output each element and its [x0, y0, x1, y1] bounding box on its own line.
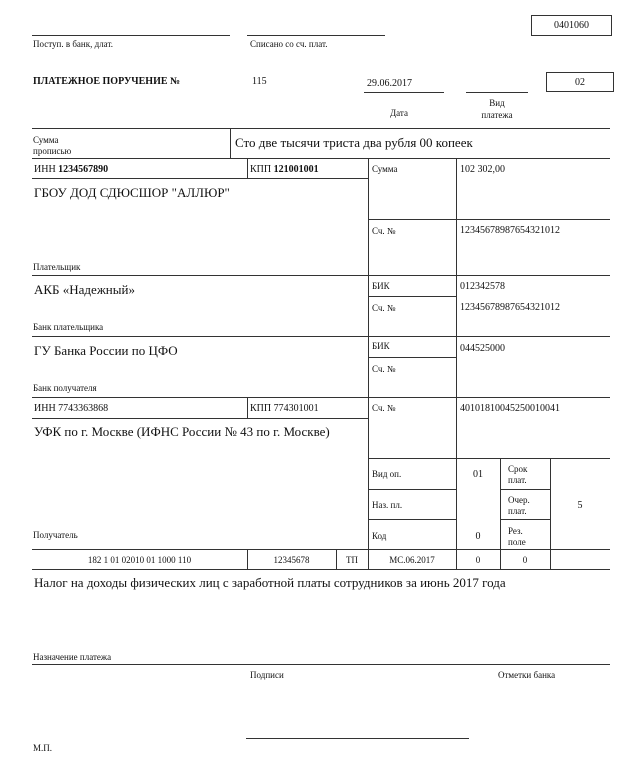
- purpose-bottom-line: [32, 664, 610, 665]
- form-title: ПЛАТЕЖНОЕ ПОРУЧЕНИЕ №: [33, 76, 181, 87]
- payment-purpose-label: Назначение платежа: [33, 652, 112, 662]
- payer-kpp-label: КПП: [250, 164, 272, 175]
- code-value: 0: [475, 531, 481, 542]
- col-payee-kpp-divider: [247, 397, 248, 418]
- payee-kpp-value: 774301001: [273, 403, 319, 414]
- bank-marks-label: Отметки банка: [498, 670, 556, 680]
- payee-bank-bik-value: 044525000: [460, 343, 505, 354]
- payee-kpp-label: КПП: [250, 403, 272, 414]
- date-line: [364, 92, 444, 93]
- payee-label: Получатель: [33, 530, 78, 540]
- received-line: [32, 35, 230, 36]
- stamp-label: М.П.: [33, 743, 53, 753]
- payer-bank-account-value: 12345678987654321012: [460, 302, 560, 313]
- col-op-divider: [500, 458, 501, 569]
- payee-inn-label: ИНН: [34, 403, 56, 414]
- op-type-label: Вид оп.: [372, 469, 402, 479]
- payer-bank-name: АКБ «Надежный»: [34, 282, 135, 297]
- payment-type-line: [466, 92, 528, 93]
- debited-line: [247, 35, 385, 36]
- payee-bank-bik-label: БИК: [372, 341, 390, 351]
- order-value: 5: [577, 500, 583, 511]
- payment-number: 115: [252, 76, 267, 87]
- payee-kpp: [250, 404, 319, 414]
- op-type-value: 01: [473, 469, 483, 480]
- row-line-bank-bik: [368, 296, 456, 297]
- amount-words-value: Сто две тысячи триста два рубля 00 копеек: [235, 135, 473, 150]
- col-tax-4: [550, 549, 551, 569]
- payer-bank-bik-label: БИК: [372, 281, 390, 291]
- payer-amount-value: 102 302,00: [460, 164, 505, 175]
- row-line-amount-bottom: [368, 219, 610, 220]
- row-line-tax-top: [32, 549, 610, 550]
- row-line-payee-bank-bottom: [32, 397, 610, 398]
- form-code: 0401060: [554, 20, 589, 31]
- order-label: Очер. плат.: [508, 495, 530, 516]
- payment-type-label: Вид платежа: [481, 98, 513, 120]
- payer-inn: [34, 165, 108, 175]
- tax-kbk: 182 1 01 02010 01 1000 110: [87, 555, 192, 565]
- row-line-op-mid2: [368, 519, 456, 520]
- term-label: Срок плат.: [508, 464, 528, 485]
- payee-inn-value: 7743363868: [58, 403, 109, 414]
- payee-bank-label: Банк получателя: [33, 383, 97, 393]
- code-label: Код: [372, 531, 387, 541]
- payee-inn: [34, 404, 108, 414]
- payment-purpose-text: Налог на доходы физических лиц с заработной платы сотрудников за июнь 2017 года: [34, 575, 506, 590]
- signatures-label: Подписи: [250, 670, 284, 680]
- row-line-payer-top: [32, 158, 610, 159]
- payee-account-label: Сч. №: [372, 403, 396, 413]
- date-label: Дата: [390, 108, 408, 118]
- row-line-payer-bottom: [32, 275, 610, 276]
- row-line-tax-bottom: [32, 569, 610, 570]
- amount-words-divider: [230, 128, 231, 158]
- amount-words-top-line: [32, 128, 610, 129]
- status-code: 02: [575, 77, 585, 88]
- tax-period: МС.06.2017: [389, 555, 435, 565]
- tax-oktmo: 12345678: [273, 555, 310, 565]
- payment-date: 29.06.2017: [367, 78, 412, 89]
- payee-bank-name: ГУ Банка России по ЦФО: [34, 343, 178, 358]
- payer-account-value: 12345678987654321012: [460, 225, 560, 236]
- row-line-op-mid1: [368, 489, 456, 490]
- row-line-order: [500, 519, 550, 520]
- payer-bank-label: Банк плательщика: [33, 322, 104, 332]
- payer-bank-account-label: Сч. №: [372, 303, 396, 313]
- col-value-divider: [456, 158, 457, 569]
- purpose-pl-label: Наз. пл.: [372, 500, 403, 510]
- amount-words-label: Сумма прописью: [33, 135, 72, 156]
- payer-inn-label: ИНН: [34, 164, 56, 175]
- row-line-payer-inn: [32, 178, 368, 179]
- row-line-op-top: [368, 458, 610, 459]
- payer-inn-value: 1234567890: [58, 164, 109, 175]
- payer-account-label: Сч. №: [372, 226, 396, 236]
- received-label: Поступ. в банк, длат.: [33, 39, 113, 49]
- col-main-divider: [368, 158, 369, 569]
- col-kpp-divider: [247, 158, 248, 178]
- row-line-payee-inn: [32, 418, 368, 419]
- res-label: Рез. поле: [508, 526, 526, 547]
- debited-label: Списано со сч. плат.: [250, 39, 328, 49]
- payer-amount-label: Сумма: [372, 164, 398, 174]
- tax-doc-date: 0: [522, 555, 528, 565]
- tax-basis: ТП: [346, 555, 358, 565]
- payer-label: Плательщик: [33, 262, 81, 272]
- payee-bank-account-label: Сч. №: [372, 364, 396, 374]
- payer-kpp-value: 121001001: [273, 164, 319, 175]
- row-line-payee-bank-bik: [368, 357, 456, 358]
- tax-doc-number: 0: [475, 555, 481, 565]
- row-line-payer-bank-bottom: [32, 336, 610, 337]
- payee-name: УФК по г. Москве (ИФНС России № 43 по г. Москве): [34, 424, 330, 439]
- signature-line: [246, 738, 469, 739]
- payer-kpp: [250, 165, 319, 175]
- payer-bank-bik-value: 012342578: [460, 281, 505, 292]
- payee-account-value: 40101810045250010041: [460, 403, 560, 414]
- payer-name: ГБОУ ДОД СДЮСШОР "АЛЛЮР": [34, 185, 230, 200]
- row-line-term: [500, 489, 550, 490]
